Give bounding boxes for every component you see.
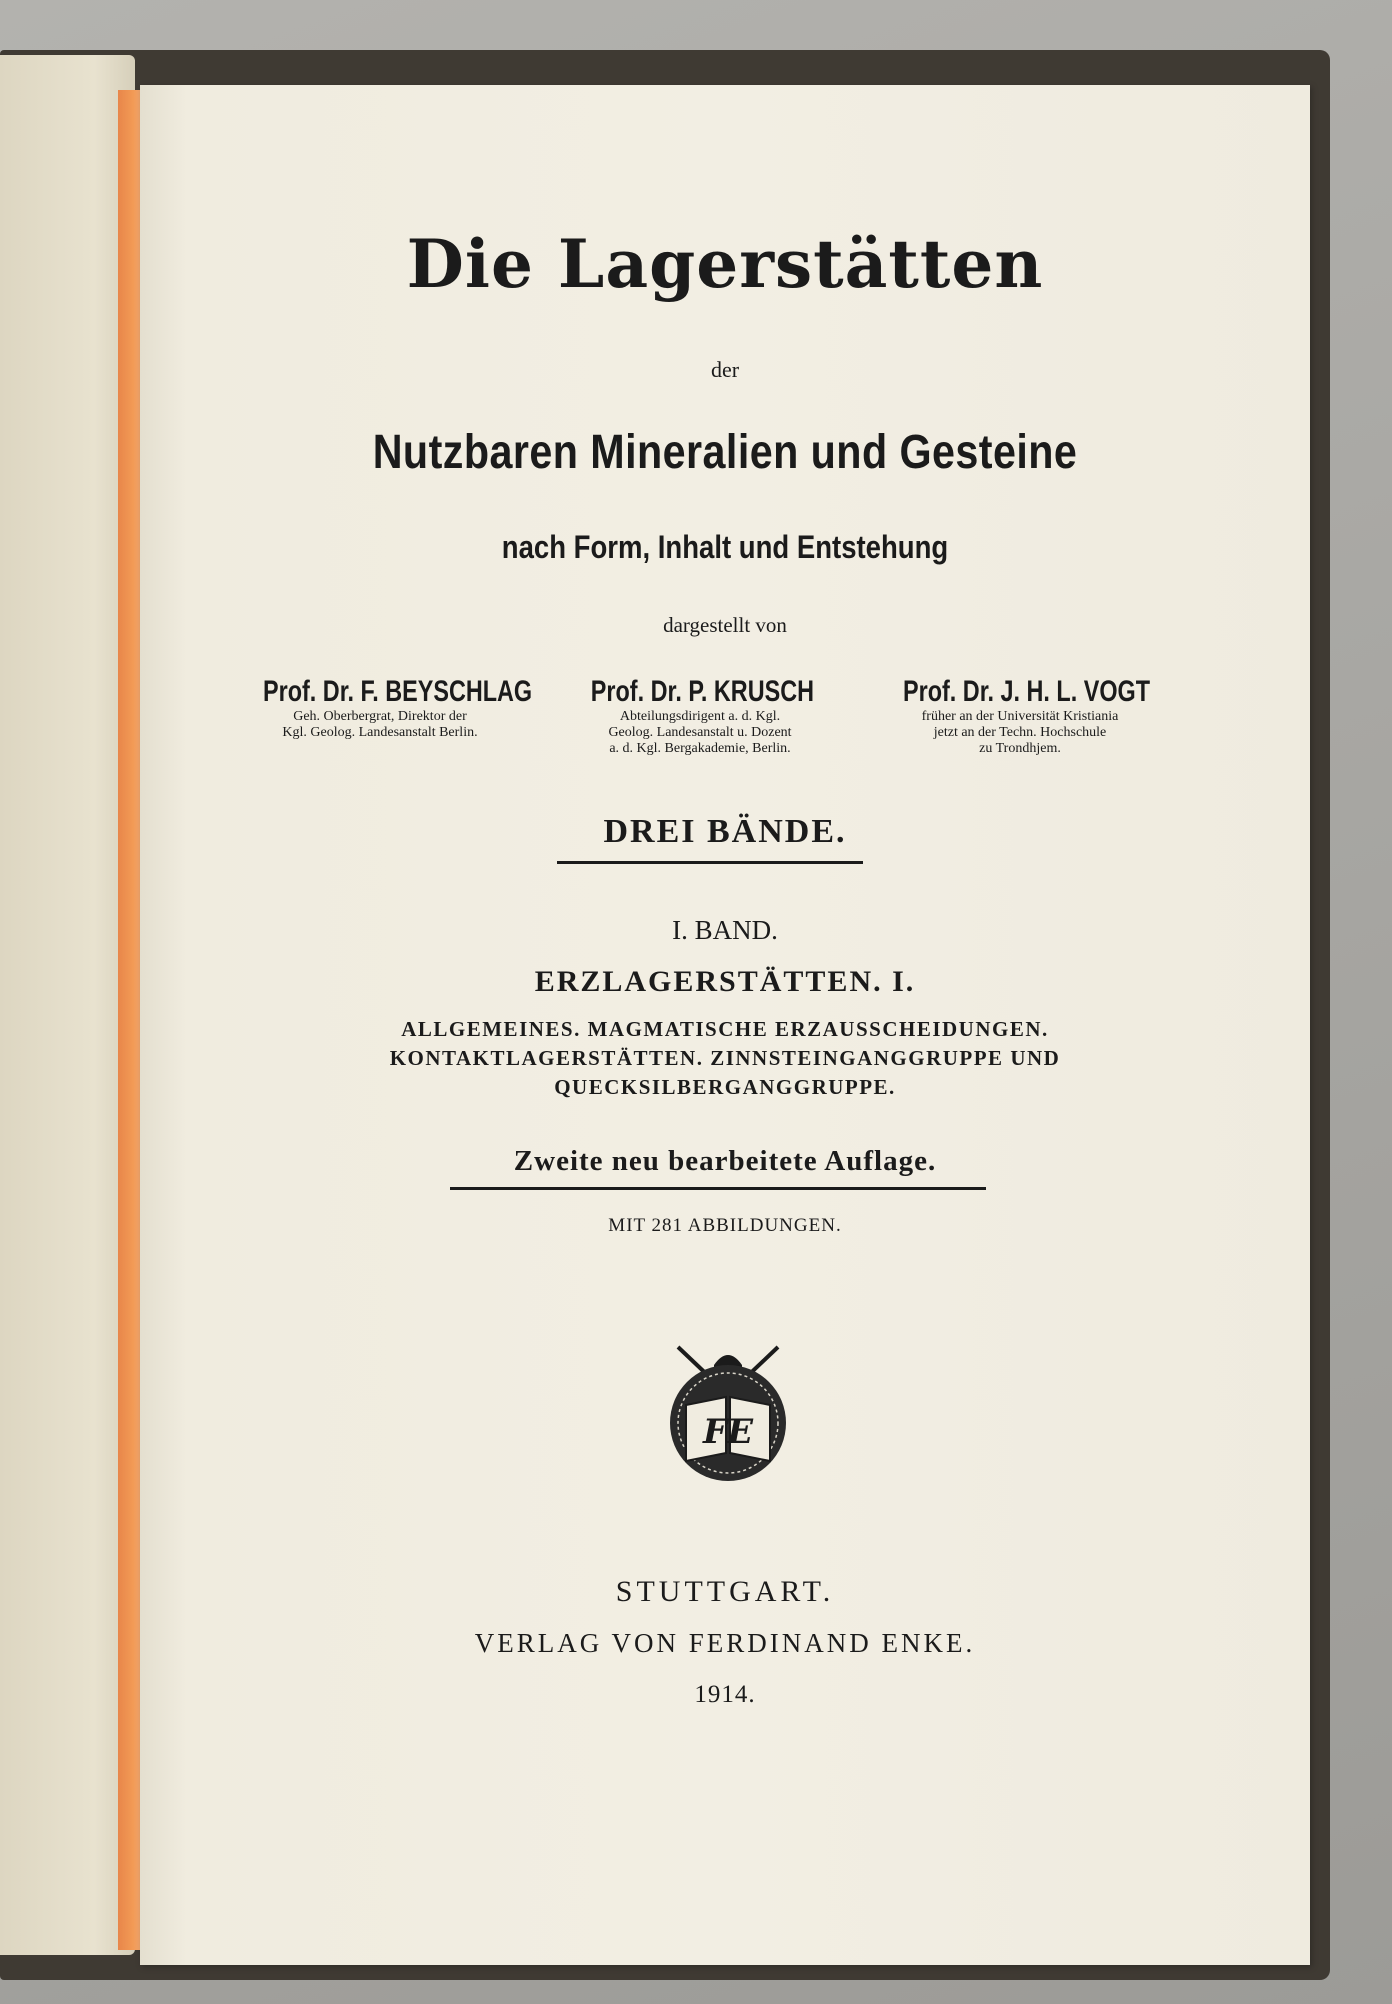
contents-line: QUECKSILBERGANGGRUPPE. <box>554 1075 896 1099</box>
divider-rule <box>450 1187 986 1190</box>
book-subtitle: Nutzbaren Mineralien und Gesteine <box>372 426 1078 479</box>
book-subtitle-2: nach Form, Inhalt und Entstehung <box>501 529 949 565</box>
author-affiliation-line: Abteilungsdirigent a. d. Kgl. <box>619 709 781 724</box>
volume-contents <box>140 1015 1310 1102</box>
author-name: Prof. Dr. J. H. L. VOGT <box>903 675 1151 708</box>
contents-line: KONTAKTLAGERSTÄTTEN. ZINNSTEINGANGGRUPPE UND <box>389 1046 1061 1070</box>
author-name: Prof. Dr. F. BEYSCHLAG <box>263 675 533 708</box>
divider-rule <box>557 861 863 864</box>
author-affiliation-line: zu Trondhjem. <box>979 741 1061 756</box>
publisher-name: VERLAG VON FERDINAND ENKE. <box>474 1628 976 1658</box>
volume-number: I. BAND. <box>672 915 778 945</box>
logo-letters: FE <box>702 1412 754 1452</box>
author-beyschlag <box>230 675 533 741</box>
volume-count: DREI BÄNDE. <box>603 813 847 850</box>
title-page <box>140 85 1310 1965</box>
publisher-logo-icon <box>658 1335 798 1485</box>
publisher-city: STUTTGART. <box>615 1575 835 1608</box>
publication-year: 1914. <box>694 1681 756 1708</box>
author-affiliation-line: Geh. Oberbergrat, Direktor der <box>293 709 467 724</box>
volume-title: ERZLAGERSTÄTTEN. I. <box>534 965 916 998</box>
author-name: Prof. Dr. P. KRUSCH <box>590 675 815 708</box>
author-affiliation-line: Kgl. Geolog. Landesanstalt Berlin. <box>282 725 478 740</box>
author-affiliation-line: Geolog. Landesanstalt u. Dozent <box>608 725 792 740</box>
author-affiliation-line: früher an der Universität Kristiania <box>921 709 1119 724</box>
book-title: Die Lagerstätten <box>406 225 1044 303</box>
author-vogt <box>870 675 1170 757</box>
flyleaf-page <box>0 55 135 1955</box>
author-krusch <box>560 675 840 757</box>
author-affiliation-line: jetzt an der Techn. Hochschule <box>933 725 1107 740</box>
edition-note: Zweite neu bearbeitete Auflage. <box>513 1145 937 1177</box>
presented-by: dargestellt von <box>663 613 787 637</box>
illustrations-note: MIT 281 ABBILDUNGEN. <box>608 1215 842 1236</box>
author-affiliation-line: a. d. Kgl. Bergakademie, Berlin. <box>609 741 791 756</box>
contents-line: ALLGEMEINES. MAGMATISCHE ERZAUSSCHEIDUNGEN. <box>401 1017 1049 1041</box>
title-connector: der <box>710 357 740 382</box>
